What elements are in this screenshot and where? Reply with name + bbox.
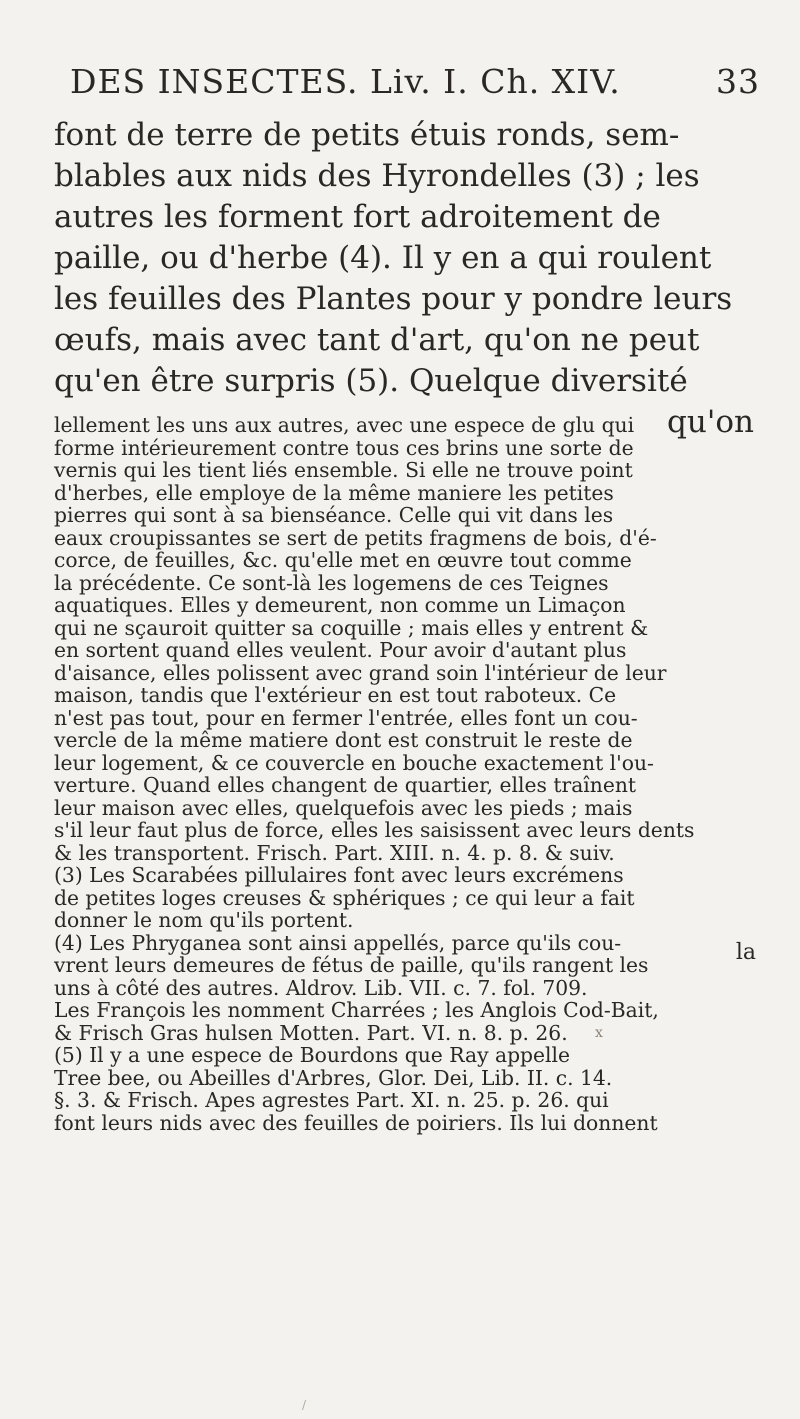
body-line: qu'en être surpris (5). Quelque diversité xyxy=(54,363,688,399)
catchword-bottom: la xyxy=(735,940,756,965)
note-line: vernis qui les tient liés ensemble. Si elle ne trouve point xyxy=(54,458,633,482)
body-line: paille, ou d'herbe (4). Il y en a qui roulent xyxy=(54,240,712,276)
note-line: lellement les uns aux autres, avec une espece de glu qui xyxy=(54,413,635,437)
note-line: la précédente. Ce sont-là les logemens de ces Teignes xyxy=(54,570,609,595)
ink-mark-corner: / xyxy=(302,1398,307,1412)
note-line: de petites loges creuses & sphériques ; ce qui leur a fait xyxy=(54,885,635,910)
note-line: s'il leur faut plus de force, elles les saisissent avec leurs dents xyxy=(54,818,695,842)
body-line: autres les forment fort adroitement de xyxy=(54,199,661,235)
note-line: corce, de feuilles, &c. qu'elle met en œuvre tout comme xyxy=(54,548,632,572)
note-line: eaux croupissantes se sert de petits fragmens de bois, d'é- xyxy=(54,525,657,550)
note-line: en sortent quand elles veulent. Pour avoir d'autant plus xyxy=(54,638,627,662)
ink-mark: x xyxy=(595,1025,603,1041)
note-line: d'herbes, elle employe de la même maniere les petites xyxy=(54,480,614,505)
note-line: & Frisch Gras hulsen Motten. Part. VI. n. 8. p. 26. xyxy=(54,1020,568,1045)
note-line: vercle de la même matiere dont est construit le reste de xyxy=(54,728,633,752)
running-title: DES INSECTES. Liv. I. Ch. XIV. xyxy=(70,62,621,101)
catchword-top: qu'on xyxy=(667,404,754,440)
note-line: & les transportent. Frisch. Part. XIII. n. 4. p. 8. & suiv. xyxy=(54,840,615,865)
body-line: blables aux nids des Hyrondelles (3) ; les xyxy=(54,158,700,194)
note-line: (3) Les Scarabées pillulaires font avec leurs excrémens xyxy=(54,863,624,887)
note-line: n'est pas tout, pour en fermer l'entrée, elles font un cou- xyxy=(54,705,638,730)
note-line: uns à côté des autres. Aldrov. Lib. VII. c. 7. fol. 709. xyxy=(54,975,588,1000)
note-line: Tree bee, ou Abeilles d'Arbres, Glor. Dei, Lib. II. c. 14. xyxy=(54,1065,613,1090)
note-line: aquatiques. Elles y demeurent, non comme un Limaçon xyxy=(54,593,626,617)
body-line: œufs, mais avec tant d'art, qu'on ne peut xyxy=(54,322,700,358)
note-line: d'aisance, elles polissent avec grand soin l'intérieur de leur xyxy=(54,660,667,685)
note-line: vrent leurs demeures de fétus de paille, qu'ils rangent les xyxy=(54,953,649,977)
note-line: font leurs nids avec des feuilles de poiriers. Ils lui donnent xyxy=(54,1110,658,1135)
note-line: pierres qui sont à sa bienséance. Celle qui vit dans les xyxy=(54,503,614,527)
page-number: 33 xyxy=(716,62,760,101)
note-line: qui ne sçauroit quitter sa coquille ; mais elles y entrent & xyxy=(54,615,649,640)
note-line: (4) Les Phryganea sont ainsi appellés, parce qu'ils cou- xyxy=(54,930,622,955)
body-line: font de terre de petits étuis ronds, sem- xyxy=(54,117,680,153)
running-header xyxy=(70,62,760,101)
note-line: (5) Il y a une espece de Bourdons que Ray appelle xyxy=(54,1043,571,1067)
body-line: les feuilles des Plantes pour y pondre leurs xyxy=(54,281,733,317)
note-line: donner le nom qu'ils portent. xyxy=(54,908,354,932)
note-line: Les François les nomment Charrées ; les Anglois Cod-Bait, xyxy=(54,998,659,1022)
note-line: §. 3. & Frisch. Apes agrestes Part. XI. n. 25. p. 26. qui xyxy=(54,1088,609,1112)
note-line: leur logement, & ce couvercle en bouche exactement l'ou- xyxy=(54,750,654,775)
note-line: leur maison avec elles, quelquefois avec les pieds ; mais xyxy=(54,795,633,820)
footnotes xyxy=(54,414,756,1134)
note-line: verture. Quand elles changent de quartier, elles traînent xyxy=(54,773,637,797)
note-line: maison, tandis que l'extérieur en est tout raboteux. Ce xyxy=(54,683,617,707)
note-line: forme intérieurement contre tous ces brins une sorte de xyxy=(54,435,634,460)
